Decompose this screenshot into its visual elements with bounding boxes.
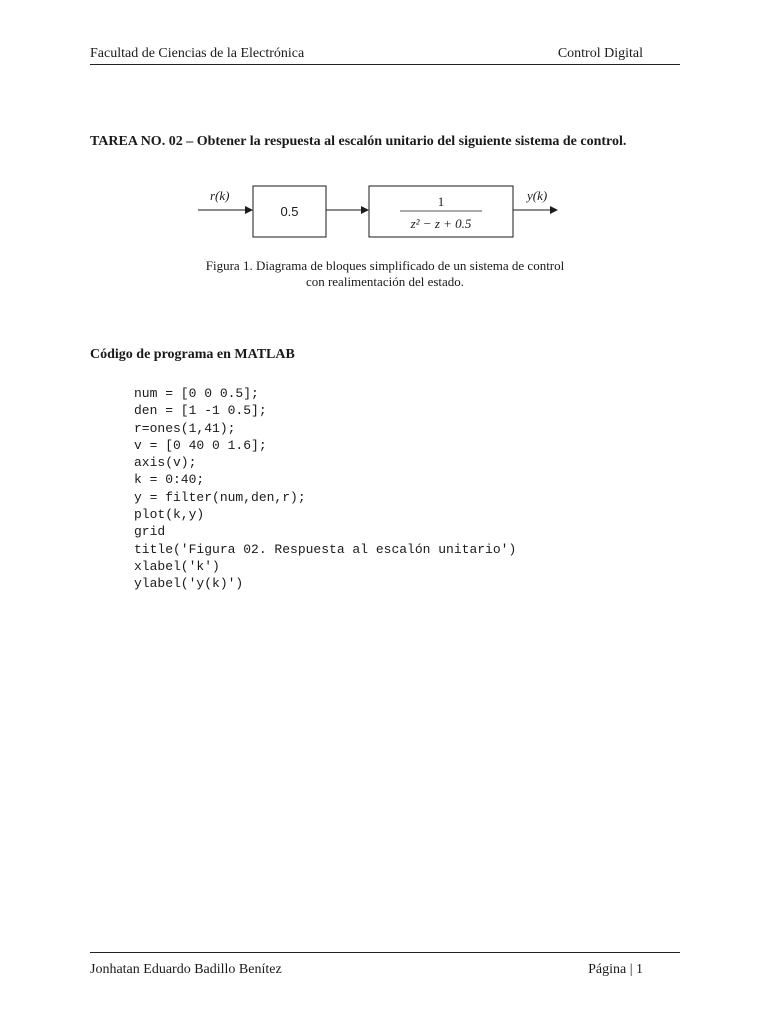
code-line: plot(k,y) — [134, 507, 205, 523]
code-line: k = 0:40; — [134, 472, 205, 488]
code-line: den = [1 -1 0.5]; — [134, 403, 267, 419]
code-line: num = [0 0 0.5]; — [134, 386, 259, 401]
header-faculty: Facultad de Ciencias de la Electrónica — [90, 46, 305, 61]
gain-block-value: 0.5 — [280, 204, 299, 219]
matlab-code-block — [134, 385, 516, 593]
code-line: r=ones(1,41); — [134, 420, 236, 436]
code-line: xlabel('k') — [134, 558, 220, 574]
figure-caption — [170, 258, 600, 290]
block-diagram — [195, 180, 575, 244]
assignment-title: TAREA NO. 02 – Obtener la respuesta al escalón unitario del siguiente sistema de control. — [90, 134, 627, 149]
input-signal-label: r(k) — [210, 188, 230, 203]
tf-numerator: 1 — [437, 194, 445, 209]
code-line: title('Figura 02. Respuesta al escalón unitario') — [134, 541, 517, 557]
page-footer — [90, 952, 680, 977]
header-course: Control Digital — [557, 46, 643, 61]
caption-line-1: Figura 1. Diagrama de bloques simplificado de un sistema de control — [205, 258, 565, 273]
code-line: y = filter(num,den,r); — [134, 489, 306, 505]
output-signal-label: y(k) — [527, 188, 548, 203]
code-line: v = [0 40 0 1.6]; — [134, 437, 267, 453]
tf-denominator: z² − z + 0.5 — [410, 216, 472, 231]
caption-line-2: con realimentación del estado. — [305, 274, 465, 289]
code-line: grid — [134, 524, 166, 540]
code-line: axis(v); — [134, 455, 197, 471]
footer-author: Jonhatan Eduardo Badillo Benítez — [90, 962, 282, 977]
code-heading: Código de programa en MATLAB — [90, 347, 295, 362]
code-line: ylabel('y(k)') — [134, 576, 244, 592]
footer-page-number: Página | 1 — [588, 962, 643, 977]
page-header — [90, 46, 680, 65]
